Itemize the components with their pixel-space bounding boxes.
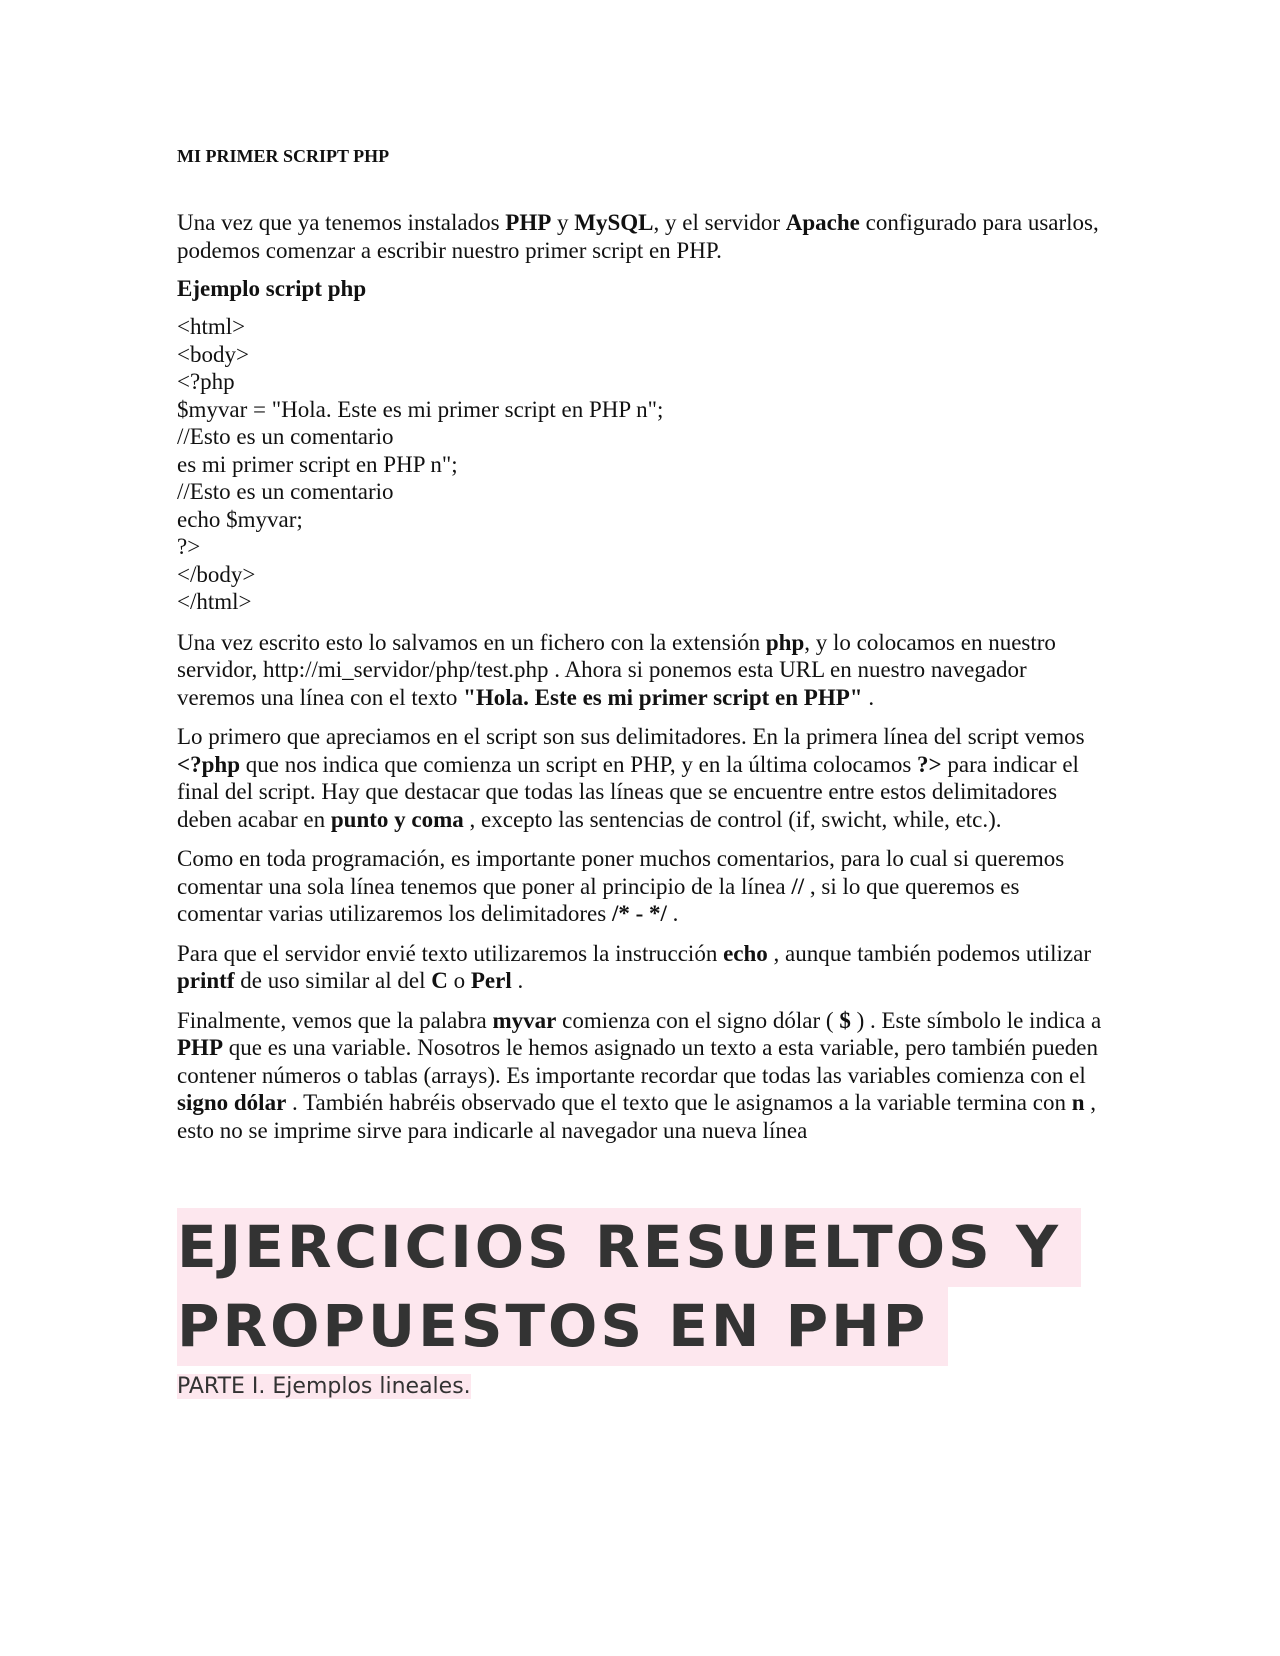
exercises-heading-line1: EJERCICIOS RESUELTOS Y bbox=[177, 1208, 1081, 1287]
code-line: <?php bbox=[177, 369, 235, 394]
paragraph-comments: Como en toda programación, es importante poner muchos comentarios, para lo cual si queremos comentar una sola línea tenemos que poner al principio de la línea // , si lo que queremos es comentar varias utilizaremos los delimitadores /* - */ . bbox=[177, 846, 1065, 926]
exercises-heading bbox=[177, 1208, 1107, 1366]
paragraph-echo: Para que el servidor envié texto utilizaremos la instrucción echo , aunque también podemos utilizar printf de uso similar al del C o Perl . bbox=[177, 940, 1091, 993]
code-block bbox=[177, 313, 1107, 616]
exercises-heading-line2: PROPUESTOS EN PHP bbox=[177, 1287, 948, 1366]
code-line: //Esto es un comentario bbox=[177, 424, 394, 449]
document-title: MI PRIMER SCRIPT PHP bbox=[177, 146, 390, 166]
paragraph-save-file: Una vez escrito esto lo salvamos en un fichero con la extensión php, y lo colocamos en nuestro servidor, http://mi_servidor/php/test.php . Ahora si ponemos esta URL en nuestro navegador veremos una línea con el texto "Hola. Este es mi primer script en PHP" . bbox=[177, 629, 1056, 710]
example-heading: Ejemplo script php bbox=[177, 276, 367, 301]
code-line: </body> bbox=[177, 561, 256, 587]
code-line: $myvar = "Hola. Este es mi primer script en PHP n"; bbox=[177, 396, 664, 422]
intro-paragraph: Una vez que ya tenemos instalados PHP y MySQL, y el servidor Apache configurado para usarlos, podemos comenzar a escribir nuestro primer script en PHP. bbox=[177, 210, 1099, 263]
document-content bbox=[177, 146, 1107, 1399]
code-line: </html> bbox=[177, 589, 252, 614]
code-line: //Esto es un comentario bbox=[177, 479, 394, 504]
code-line: ?> bbox=[177, 534, 201, 559]
code-line: es mi primer script en PHP n"; bbox=[177, 451, 458, 477]
part-label bbox=[177, 1374, 1107, 1399]
code-line: <body> bbox=[177, 341, 249, 367]
paragraph-variables: Finalmente, vemos que la palabra myvar comienza con el signo dólar ( $ ) . Este símbolo le indica a PHP que es una variable. Nosotros le hemos asignado un texto a esta variable, pero también pueden contener números o tablas (arrays). Es importante recordar que todas las variables comienza con el signo dólar . También habréis observado que el texto que le asignamos a la variable termina con n , esto no se imprime sirve para indicarle al navegador una nueva línea bbox=[177, 1007, 1102, 1143]
code-line: echo $myvar; bbox=[177, 506, 303, 532]
part-label-text: PARTE I. Ejemplos lineales. bbox=[177, 1374, 471, 1399]
code-line: <html> bbox=[177, 314, 246, 339]
paragraph-delimiters: Lo primero que apreciamos en el script son sus delimitadores. En la primera línea del script vemos <?php que nos indica que comienza un script en PHP, y en la última colocamos ?> para indicar el final del script. Hay que destacar que todas las líneas que se encuentre entre estos delimitadores deben acabar en punto y coma , excepto las sentencias de control (if, swicht, while, etc.). bbox=[177, 724, 1085, 832]
